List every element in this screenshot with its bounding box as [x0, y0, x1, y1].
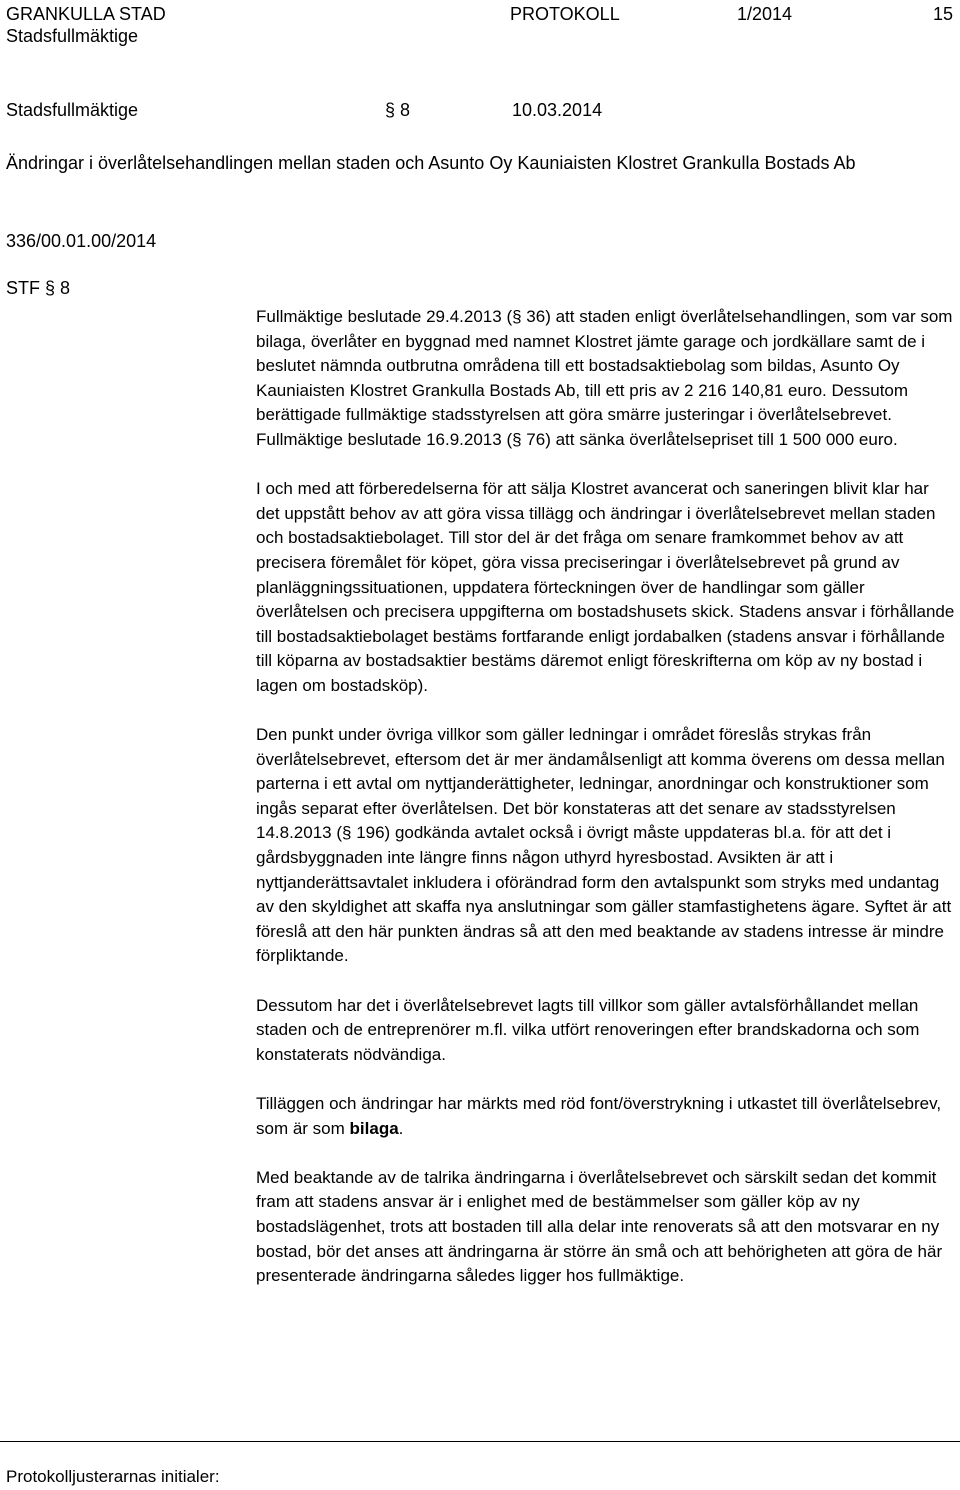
document-body: [256, 305, 956, 1313]
protocol-number: 1/2014: [737, 4, 793, 24]
organization-name: GRANKULLA STAD: [6, 4, 166, 24]
paragraph-3: Den punkt under övriga villkor som gäller ledningar i området föreslås strykas från överlåtelsebrevet, eftersom det är mer ändamålsenligt att komma överens om dessa mellan parterna i ett avtal om nyttjanderättigheter, ledningar, anordningar och konstruktioner som ingås separat efter överlåtelsen. Det bör konstateras att det senare av stadsstyrelsen 14.8.2013 (§ 196) godkända avtalet också i övrigt måste uppdateras bl.a. för att det i gårdsbyggnaden inte längre finns någon uthyrd hyresbostad. Avsikten är att i nyttjanderättsavtalet inkludera i oförändrad form den avtalspunkt som stryks med undantag av den skyldighet att skaffa nya anslutningar som gäller stamfastighetens ägare. Syftet är att föreslå att den här punkten ändras så att den med beaktande av stadens intresse är mindre förpliktande.: [256, 725, 952, 966]
organization-body: Stadsfullmäktige: [6, 26, 139, 46]
page-number: 15: [933, 4, 954, 24]
paragraph-2: I och med att förberedelserna för att sälja Klostret avancerat och saneringen blivit klar har det uppstått behov av att göra vissa tillägg och ändringar i överlåtelsebrevet mellan staden och bostadsaktiebolaget. Till stor del är det fråga om senare framkommet behov av att precisera föremålet för köpet, göra vissa preciseringar i överlåtelsebrevet på grund av planläggningssituationen, uppdatera förteckningen över de handlingar som gäller överlåtelsen och precisera uppgifterna om bostadshusets skick. Stadens ansvar i förhållande till bostadsaktiebolaget bestäms fortfarande enligt jordabalken (stadens ansvar i förhållande till köparna av bostadsaktier bestäms däremot enligt föreskrifterna om köp av ny bostad i lagen om bostadsköp).: [256, 479, 955, 695]
document-type: PROTOKOLL: [510, 4, 620, 24]
meeting-section: § 8: [385, 100, 411, 120]
paragraph-4: Dessutom har det i överlåtelsebrevet lagts till villkor som gäller avtalsförhållandet mellan staden och de entreprenörer m.fl. vilka utfört renoveringen efter brandskadorna och som konstaterats nödvändiga.: [256, 995, 920, 1064]
matter-title: Ändringar i överlåtelsehandlingen mellan staden och Asunto Oy Kauniaisten Klostret Grankulla Bostads Ab: [6, 153, 856, 173]
paragraph-5-text: Tilläggen och ändringar har märkts med röd font/överstrykning i utkastet till överlåtelsebrev, som är som: [256, 1094, 942, 1138]
paragraph-5: [256, 1092, 956, 1141]
meeting-date: 10.03.2014: [512, 100, 603, 120]
initials-label: Protokolljusterarnas initialer:: [6, 1467, 220, 1486]
diary-number: 336/00.01.00/2014: [6, 231, 157, 251]
attachment-reference: bilaga: [349, 1118, 399, 1138]
section-reference: STF § 8: [6, 278, 71, 298]
meeting-body: Stadsfullmäktige: [6, 100, 139, 120]
paragraph-6: Med beaktande av de talrika ändringarna i överlåtelsebrevet och särskilt sedan det kommit fram att stadens ansvar är i enlighet med de bestämmelser som gäller köp av ny bostadslägenhet, trots att bostaden till alla delar inte renoverats så att den motsvarar en ny bostad, bör det anses att ändringarna är större än små och att behörigheten att göra de här presenterade ändringarna således ligger hos fullmäktige.: [256, 1167, 943, 1286]
paragraph-5-end: .: [398, 1118, 404, 1138]
paragraph-1: Fullmäktige beslutade 29.4.2013 (§ 36) att staden enligt överlåtelsehandlingen, som var som bilaga, överlåter en byggnad med namnet Klostret jämte garage och jordkällare samt de i beslutet nämnda outbrutna områdena till ett bostadsaktiebolag som bildas, Asunto Oy Kauniaisten Klostret Grankulla Bostads Ab, till ett pris av 2 216 140,81 euro. Dessutom berättigade fullmäktige stadsstyrelsen att göra smärre justeringar i överlåtelsebrevet. Fullmäktige beslutade 16.9.2013 (§ 76) att sänka överlåtelsepriset till 1 500 000 euro.: [256, 307, 953, 449]
footer-divider: [0, 1441, 960, 1442]
meeting-section-number: 8: [400, 100, 411, 120]
